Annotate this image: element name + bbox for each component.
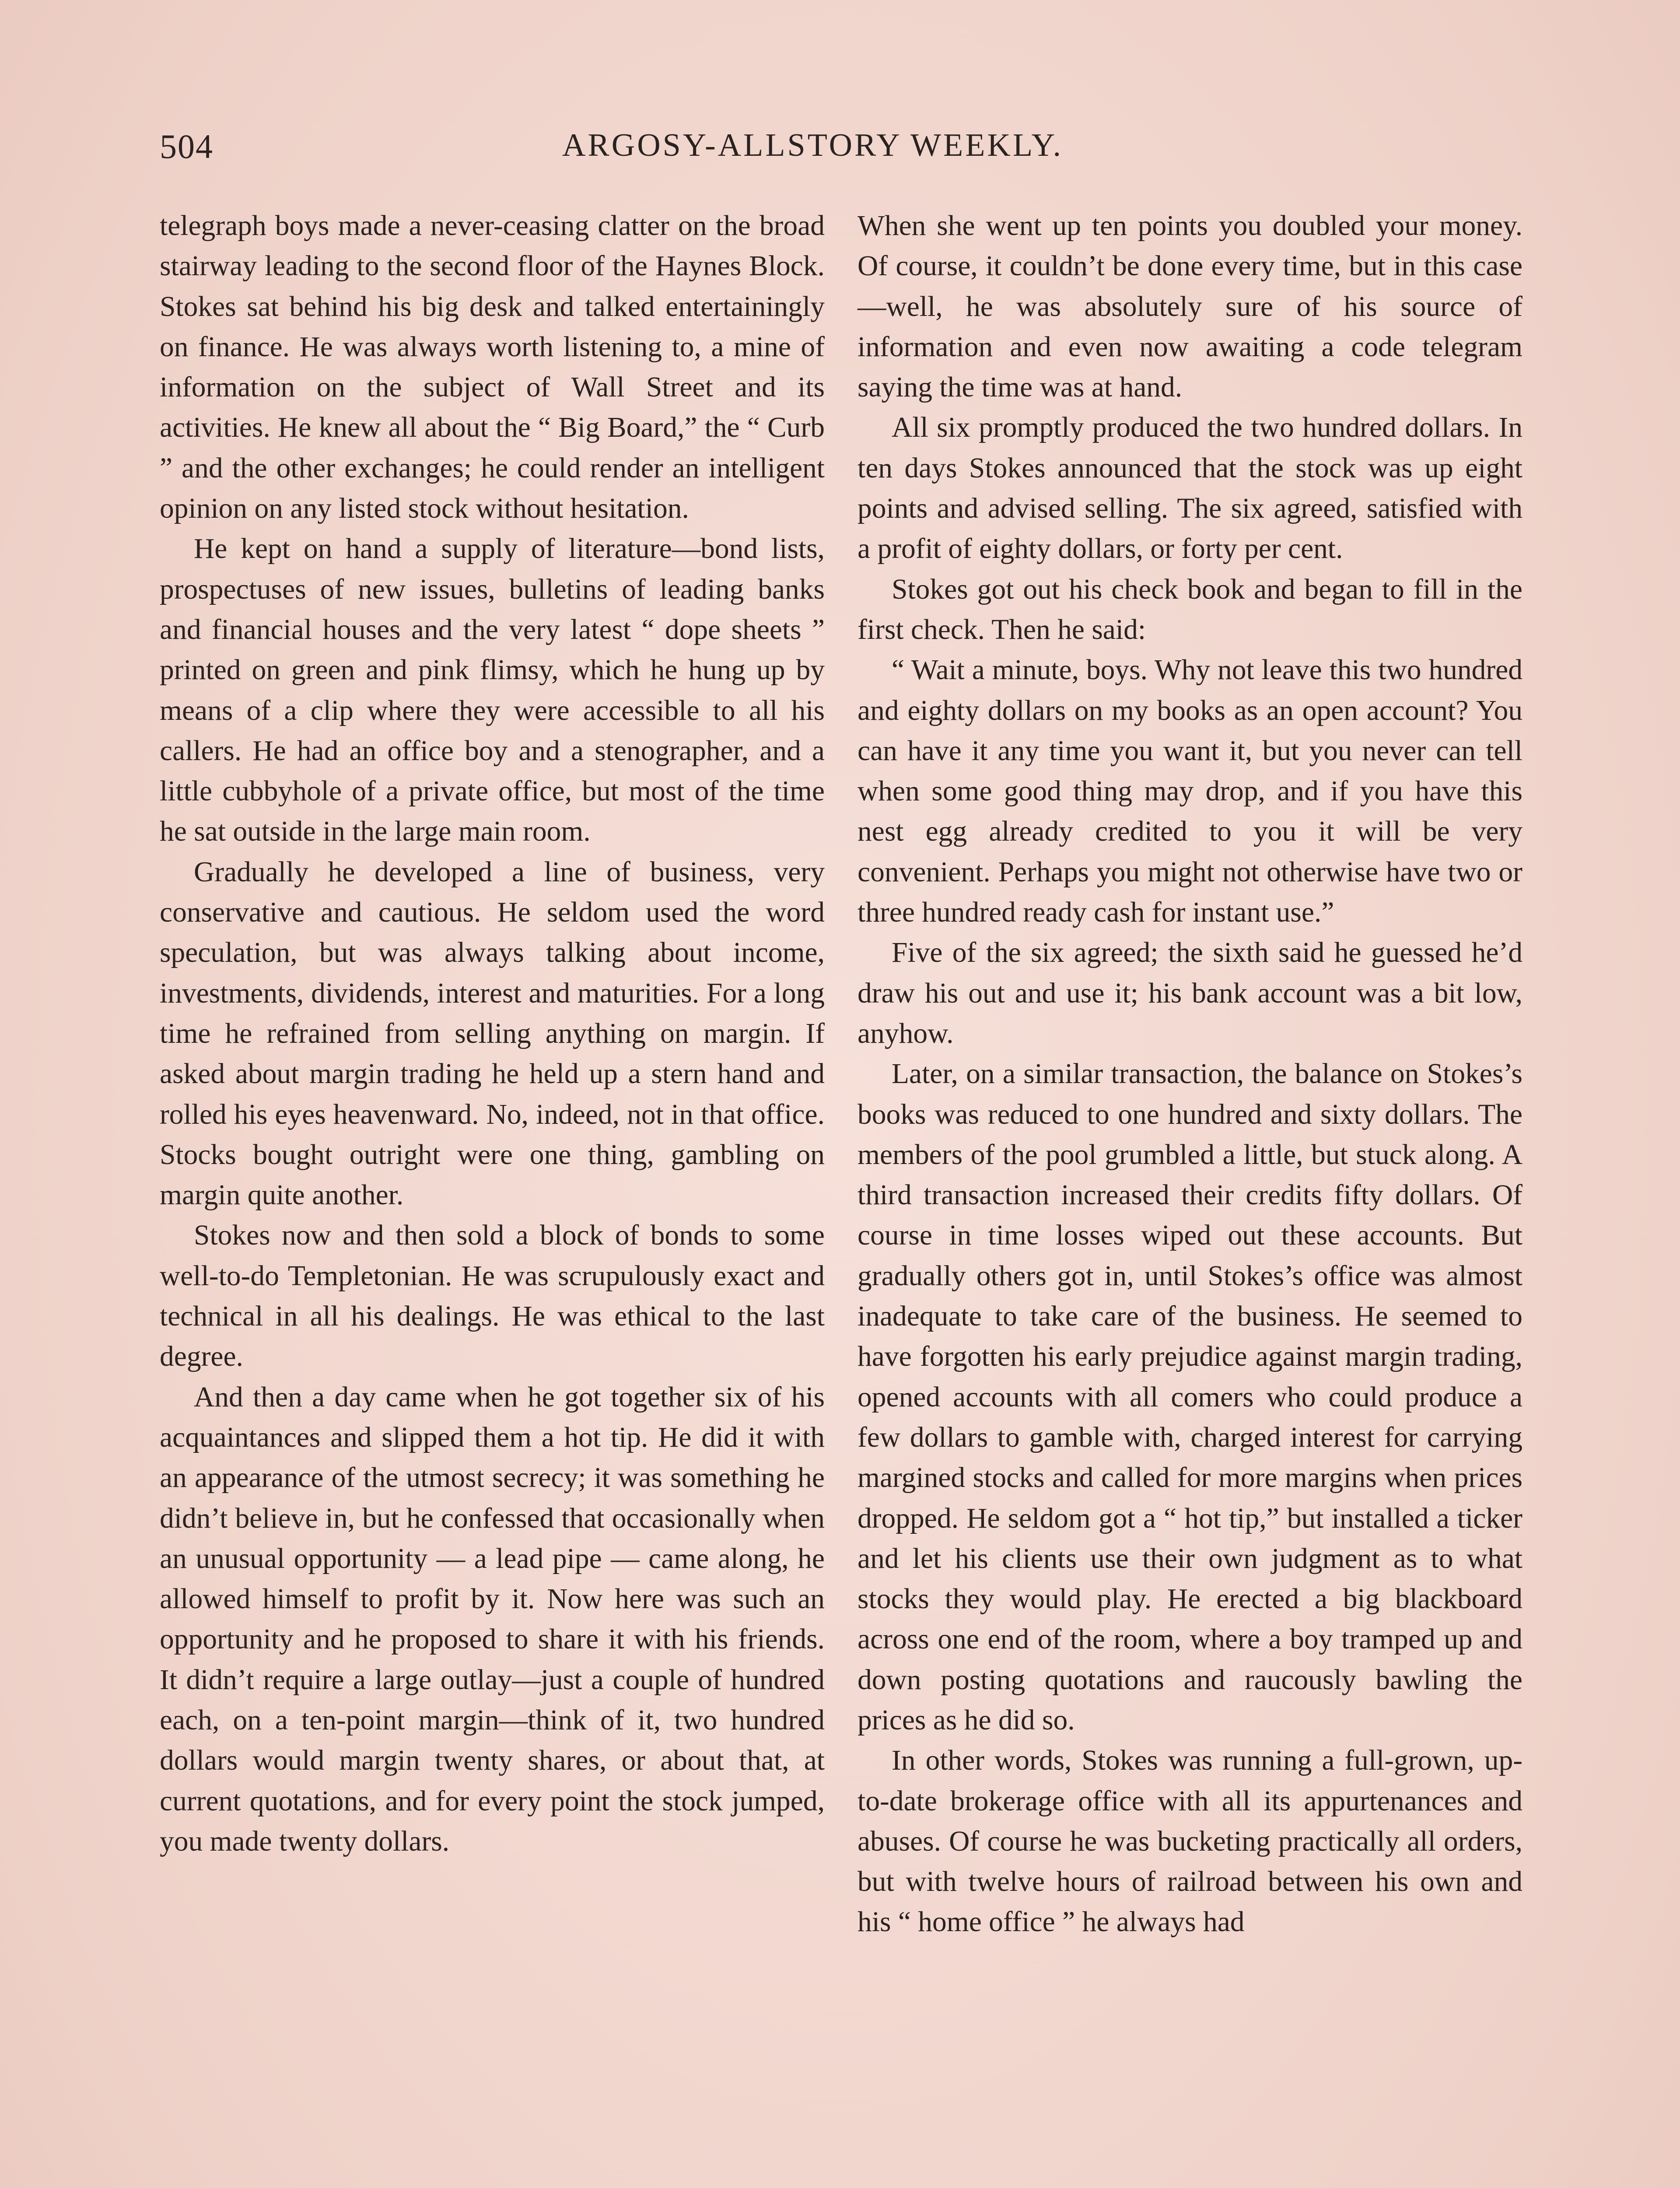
paragraph: Later, on a similar transaction, the balance on Stokes’s books was reduced to one hundred and sixty dollars. The members of the pool grumbled a little, but stuck along. A third transaction increased their credits fifty dollars. Of course in time losses wiped out these accounts. But gradually others got in, until Stokes’s office was almost inadequate to take care of the business. He seemed to have forgotten his early prejudice against margin trading, opened accounts with all comers who could produce a few dollars to gamble with, charged interest for carrying margined stocks and called for more margins when prices dropped. He seldom got a “ hot tip,” but installed a ticker and let his clients use their own judgment as to what stocks they would play. He erected a big blackboard across one end of the room, where a boy tramped up and down posting quotations and raucously bawling the prices as he did so. <box>858 1058 1522 1736</box>
paragraph: telegraph boys made a never-ceasing clatter on the broad stairway leading to the second floor of the Haynes Block. Stokes sat behind his big desk and talked entertainingly on finance. He was always worth listening to, a mine of information on the subject of Wall Street and its activities. He knew all about the “ Big Board,” the “ Curb ” and the other exchanges; he could render an intelligent opinion on any listed stock without hesitation. <box>160 210 825 525</box>
paragraph: All six promptly produced the two hundred dollars. In ten days Stokes announced that the stock was up eight points and advised selling. The six agreed, satisfied with a profit of eighty dollars, or forty per cent. <box>858 412 1522 565</box>
magazine-title: ARGOSY-ALLSTORY WEEKLY. <box>562 127 1064 163</box>
running-head <box>160 127 1525 175</box>
page-number: 504 <box>160 127 214 165</box>
text-column-left <box>160 206 825 1862</box>
paragraph: He kept on hand a supply of literature—bond lists, prospectuses of new issues, bulletins of leading banks and financial houses and the very latest “ dope sheets ” printed on green and pink flimsy, which he hung up by means of a clip where they were accessible to all his callers. He had an office boy and a stenographer, and a little cubbyhole of a private office, but most of the time he sat outside in the large main room. <box>160 533 825 848</box>
paragraph: And then a day came when he got together six of his acquaintances and slipped them a hot tip. He did it with an appearance of the utmost secrecy; it was something he didn’t believe in, but he confessed that occasionally when an unusual opportunity — a lead pipe — came along, he allowed himself to profit by it. Now here was such an opportunity and he proposed to share it with his friends. It didn’t require a large outlay—just a couple of hundred each, on a ten-point margin—think of it, two hundred dollars would margin twenty shares, or about that, at current quotations, and for every point the stock jumped, you made twenty dollars. <box>160 1381 825 1857</box>
paragraph: Gradually he developed a line of business, very conservative and cautious. He seldom used the word speculation, but was always talking about income, investments, dividends, interest and maturities. For a long time he refrained from selling anything on margin. If asked about margin trading he held up a stern hand and rolled his eyes heavenward. No, indeed, not in that office. Stocks bought outright were one thing, gambling on margin quite another. <box>160 856 825 1211</box>
paragraph: In other words, Stokes was running a full-grown, up-to-date brokerage office with all its appurtenances and abuses. Of course he was bucketing practically all orders, but with twelve hours of railroad between his own and his “ home office ” he always had <box>858 1745 1522 1938</box>
paragraph: Stokes now and then sold a block of bonds to some well-to-do Templetonian. He was scrupulously exact and technical in all his dealings. He was ethical to the last degree. <box>160 1220 825 1373</box>
paragraph: Stokes got out his check book and began to fill in the first check. Then he said: <box>858 573 1522 645</box>
paragraph: Five of the six agreed; the sixth said he guessed he’d draw his out and use it; his bank account was a bit low, anyhow. <box>858 937 1522 1049</box>
text-column-right <box>858 206 1522 1943</box>
paragraph: “ Wait a minute, boys. Why not leave this two hundred and eighty dollars on my books as an open account? You can have it any time you want it, but you never can tell when some good thing may drop, and if you have this nest egg already credited to you it will be very convenient. Perhaps you might not otherwise have two or three hundred ready cash for instant use.” <box>858 654 1522 929</box>
paragraph: When she went up ten points you doubled your money. Of course, it couldn’t be done every time, but in this case—well, he was absolutely sure of his source of information and even now awaiting a code telegram saying the time was at hand. <box>858 210 1522 403</box>
